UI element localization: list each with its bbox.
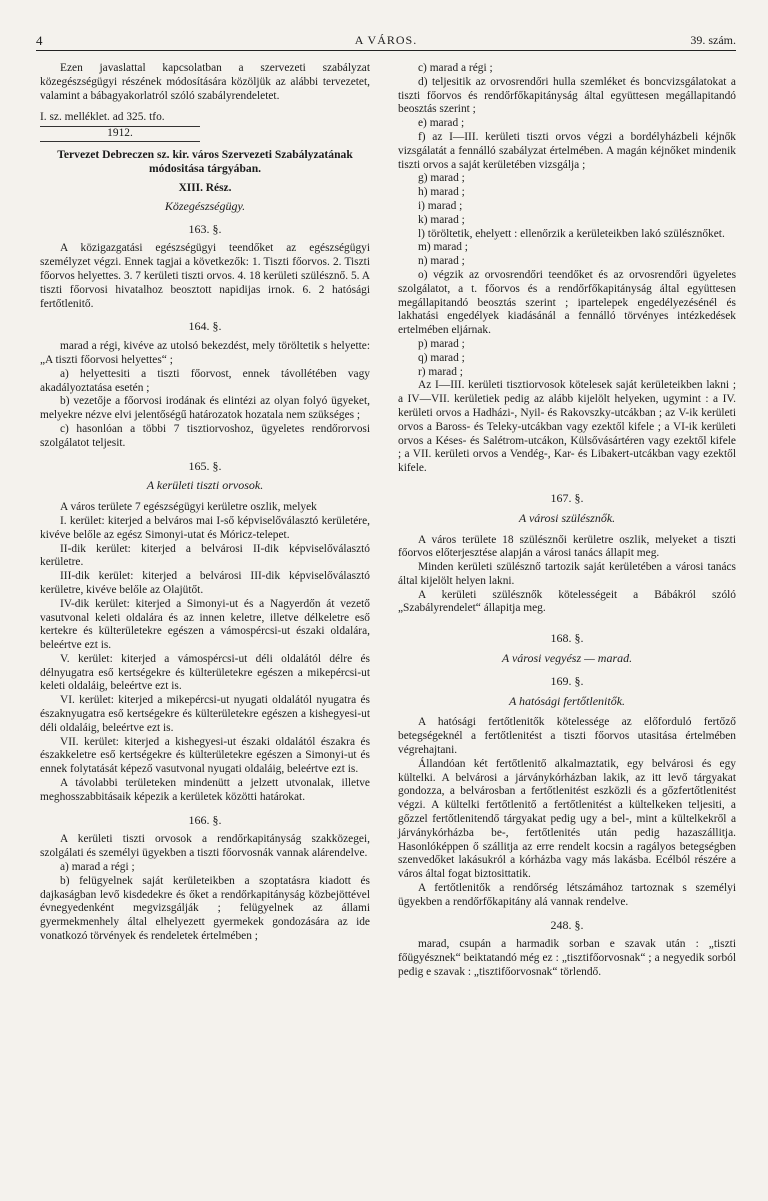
item-m: m) marad ;	[418, 241, 468, 254]
item-g: g) marad ;	[418, 172, 465, 185]
section-166-item-b: b) felügyelnek saját kerületeikben a szoptatásra kiadott és dajkaságban levő kisdedekre és őket a rendőrkapitányság közbejöttével évnegyedenként megvizsgálják ; felügyelnek az állami gyermekmenhely által elhelyezett gyermekek gondozására az ide vonatkozó törvények és rendeletek értelmében ;	[40, 874, 370, 943]
item-p: p) marad ;	[418, 337, 465, 350]
section-169-p1: A hatósági fertőtlenitők kötelessége az előforduló fertőző betegségeknél a fertőtlenitést a tiszti főorvos utasitása értelmében végrehajtani.	[398, 716, 736, 757]
intro-paragraph: Ezen javaslattal kapcsolatban a szervezeti szabályzat közegészségügyi részének módosítására közöljük az alábbi tervezetet, valamint a bábagyakorlatról szóló szabályrendeletet.	[40, 62, 370, 102]
item-q: q) marad ;	[418, 351, 465, 364]
journal-title: A VÁROS.	[354, 33, 418, 47]
right-column	[398, 62, 736, 980]
item-c: c) marad a régi ;	[418, 62, 493, 74]
section-167-title: A városi szülésznők.	[518, 510, 616, 525]
section-163-heading: 163. §.	[188, 221, 222, 236]
residence-paragraph: Az I—III. kerületi tisztiorvosok kötelesek saját kerületeikben lakni ; a IV—VII. kerületiek pedig az alább kijelölt helyeken, ugymint : a IV. kerületi orvos a Hadházi-, Nyil- és Rakovszky-utcákban ; az V-ik kerületi orvos a Baross- és Teleky-utcákban vagy ezektől kifele ; a VI-ik kerületi orvos a Késes- és Salétrom-utcákon, Külsővásártéren vagy ezektől kifele ; a VII. kerületi orvos a Vendég-, Kar- és Libakert-utcákban vagy ezektől kifele.	[398, 379, 736, 475]
item-o: o) végzik az orvosrendőri teendőket és az orvosrendőri ügyeletes szolgálatot, a t. főorvos és a rendőrfőkapitányság által együttesen megállapitandó beosztás szerint ; ipartelepek engedélyezésénél és lakhatási engedélyek kiadásánál a fennálló törvényes intézkedések ertelmében eljárnak.	[398, 268, 736, 337]
section-164-item-b: b) vezetője a főorvosi irodának és elintézi az olyan folyó ügyeket, melyekre nézve elvi jelentőségű határozatok hozatala nem szükséges ;	[40, 395, 370, 422]
section-167-heading: 167. §.	[550, 490, 584, 505]
section-165-end: A távolabbi területeken mindenütt a jelzett utvonalak, illetve meghosszabbitásaik képezik a kerületek közötti határokat.	[40, 777, 370, 803]
issue-number: 39. szám.	[690, 33, 736, 47]
district-7: VII. kerület: kiterjed a kishegyesi-ut északi oldalától északra és északkeletre eső kertségekre és külterületekre egészen a Simonyi-ut és ennek folytatását képező vasutvonal nyugati oldaláig, beleértve ezt is.	[40, 735, 370, 776]
section-167-p3: A kerületi szülésznők kötelességeit a Bábákról szóló „Szabályrendelet“ állapitja meg.	[398, 588, 736, 615]
section-248-heading: 248. §.	[550, 917, 584, 932]
item-e: e) marad ;	[418, 117, 465, 130]
district-6: VI. kerület: kiterjed a mikepércsi-ut nyugati oldalától nyugatra és északnyugatra eső kertségekre és külterületekre egészen a kishegyesi-ut déli oldaláig, beleértve ezt is.	[40, 694, 370, 734]
section-165-title: A kerületi tiszti orvosok.	[146, 478, 264, 493]
part-heading: XIII. Rész.	[178, 181, 232, 194]
section-168-heading: 168. §.	[550, 631, 584, 646]
section-164-heading: 164. §.	[188, 319, 222, 334]
section-164-intro: marad a régi, kivéve az utolsó bekezdést, mely töröltetik s helyette: „A tiszti főorvosi helyettes“ ;	[40, 340, 370, 366]
section-167-p1: A város területe 18 szülésznői kerületre oszlik, melyeket a tiszti főorvos előterjesztése alapján a városi tanács állapit meg.	[398, 533, 736, 560]
section-163-text: A közigazgatási egészségügyi teendőket az egészségügyi személyzet végzi. Ennek tagjai a következők: 1. Tiszti főorvos. 2. Tiszti főorvos helyettes. 3. 7 kerületi tiszti orvos. 4. 18 kerületi szülésznő. 5. A tiszti főorvosi hivatalhoz beosztott napidijas irnok. 6. 2 hatósági fertőtlenitő.	[40, 242, 370, 310]
section-167-p2: Minden kerületi szülésznő tartozik saját kerületében a városi tanács által kijelölt helyen lakni.	[398, 561, 736, 587]
section-166-item-a: a) marad a régi ;	[60, 861, 135, 874]
item-k: k) marad ;	[418, 213, 465, 226]
section-166-intro: A kerületi tiszti orvosok a rendőrkapitányság szakközegei, szolgálati és személyi ügyekben a tiszti főorvosnák vannak alárendelve.	[40, 833, 370, 860]
item-i: i) marad ;	[418, 199, 463, 212]
part-subtitle: Közegészségügy.	[164, 198, 246, 213]
left-column	[40, 62, 370, 944]
section-169-heading: 169. §.	[550, 673, 584, 688]
item-r: r) marad ;	[418, 365, 463, 378]
item-f: f) az I—III. kerületi tiszti orvos végzi a bordélyházbeli kéjnők vizsgálatát a fennálló szabályzat értelmében. A magán kéjnőket mindenik tiszti orvos a saját kerületében vizsgálja ;	[398, 130, 736, 171]
district-1: I. kerület: kiterjed a belváros mai I-ső képviselőválasztó kerületére, kivéve belőle az egész Simonyi-utat és Móricz-telepet.	[40, 514, 370, 541]
section-248-text: marad, csupán a harmadik sorban e szavak után : „tiszti főügyésznek“ beiktatandó még ez : „tisztifőorvosnak“ ; a negyedik sorból pedig e szavak : „tisztifőorvosnak“ törlendő.	[398, 938, 736, 979]
page-number: 4	[36, 33, 44, 48]
item-d: d) teljesitik az orvosrendőri hulla szemléket és boncvizsgálatokat a tiszti főorvos és rendőrfőkapitányság által együttesen megállapitandó beosztás szerint ;	[398, 75, 736, 116]
section-168-title: A városi vegyész — marad.	[501, 651, 633, 666]
item-n: n) marad ;	[418, 255, 465, 268]
item-l: l) töröltetik, ehelyett : ellenőrzik a kerületeikben lakó szülésznőket.	[418, 227, 725, 240]
district-5: V. kerület: kiterjed a vámospércsi-ut déli oldalától délre és délnyugatra eső kertségekre és külterületekre egészen a mikepércsi-ut keleti oldaláig, beleértve ezt is.	[40, 652, 370, 693]
reference-top: I. sz. melléklet. ad 325. tfo.	[40, 111, 200, 127]
section-165-heading: 165. §.	[188, 458, 222, 473]
page-header	[36, 30, 736, 51]
document-title: Tervezet Debreczen sz. kir. város Szervezeti Szabályzatának módositása tárgyában.	[57, 147, 353, 175]
section-169-title: A hatósági fertőtlenitők.	[508, 693, 626, 708]
section-165-intro: A város területe 7 egészségügyi kerületre oszlik, melyek	[60, 501, 317, 514]
reference-note	[40, 111, 200, 142]
section-164-item-a: a) helyettesiti a tiszti főorvost, ennek távollétében vagy akadályoztatása esetén ;	[40, 367, 370, 394]
reference-year: 1912.	[107, 127, 133, 140]
section-169-p3: A fertőtlenitők a rendőrség létszámához tartoznak s személyi ügyekben a rendőrfőkapitány alá vannak rendelve.	[398, 882, 736, 908]
district-4: IV-dik kerület: kiterjed a Simonyi-ut és a Nagyerdőn át vezető vasutvonal keleti oldalára és az innen keletre, illetve délkeletre eső kertekre és külterületekre egészen a vámospércsi-ut északi oldalára, beleértve ezt is.	[40, 597, 370, 652]
district-3: III-dik kerület: kiterjed a belvárosi III-dik képviselőválasztó kerületre, kivéve belőle az Olajütőt.	[40, 570, 370, 596]
section-164-item-c: c) hasonlóan a többi 7 tisztiorvoshoz, ügyeletes rendőrorvosi szolgálatot teljesit.	[40, 422, 370, 449]
section-169-p2: Állandóan két fertőtlenitő alkalmaztatik, egy belvárosi és egy kültelki. A belvárosi a járványkórházban lakik, az itt levő tárgyakat gondozza, a belvárosban a fertőtlenitést eszközli és a gőzfertőtlenitést végzi. A kültelki fertőtlenitő a fertőtlenitést a kültelkeken teljesiti, a gőzzel fertőtlenitendő tárgyakat pedig ugy a bel-, mint a kültelkekről a járványkórházba be-, fertőtlenités után pedig hazaszállitja. Hasonlóképpen ő szállitja az erre rendelt kocsin a ragályos betegségben szenvedőket lakásukról a kórházba vagy más lakásba. Ecélból részére a város által fogat biztosittatik.	[398, 757, 736, 881]
district-2: II-dik kerület: kiterjed a belvárosi II-dik képviselőválasztó kerületre.	[40, 542, 370, 569]
section-166-heading: 166. §.	[188, 812, 222, 827]
reference-rule	[40, 141, 200, 142]
item-h: h) marad ;	[418, 186, 465, 199]
